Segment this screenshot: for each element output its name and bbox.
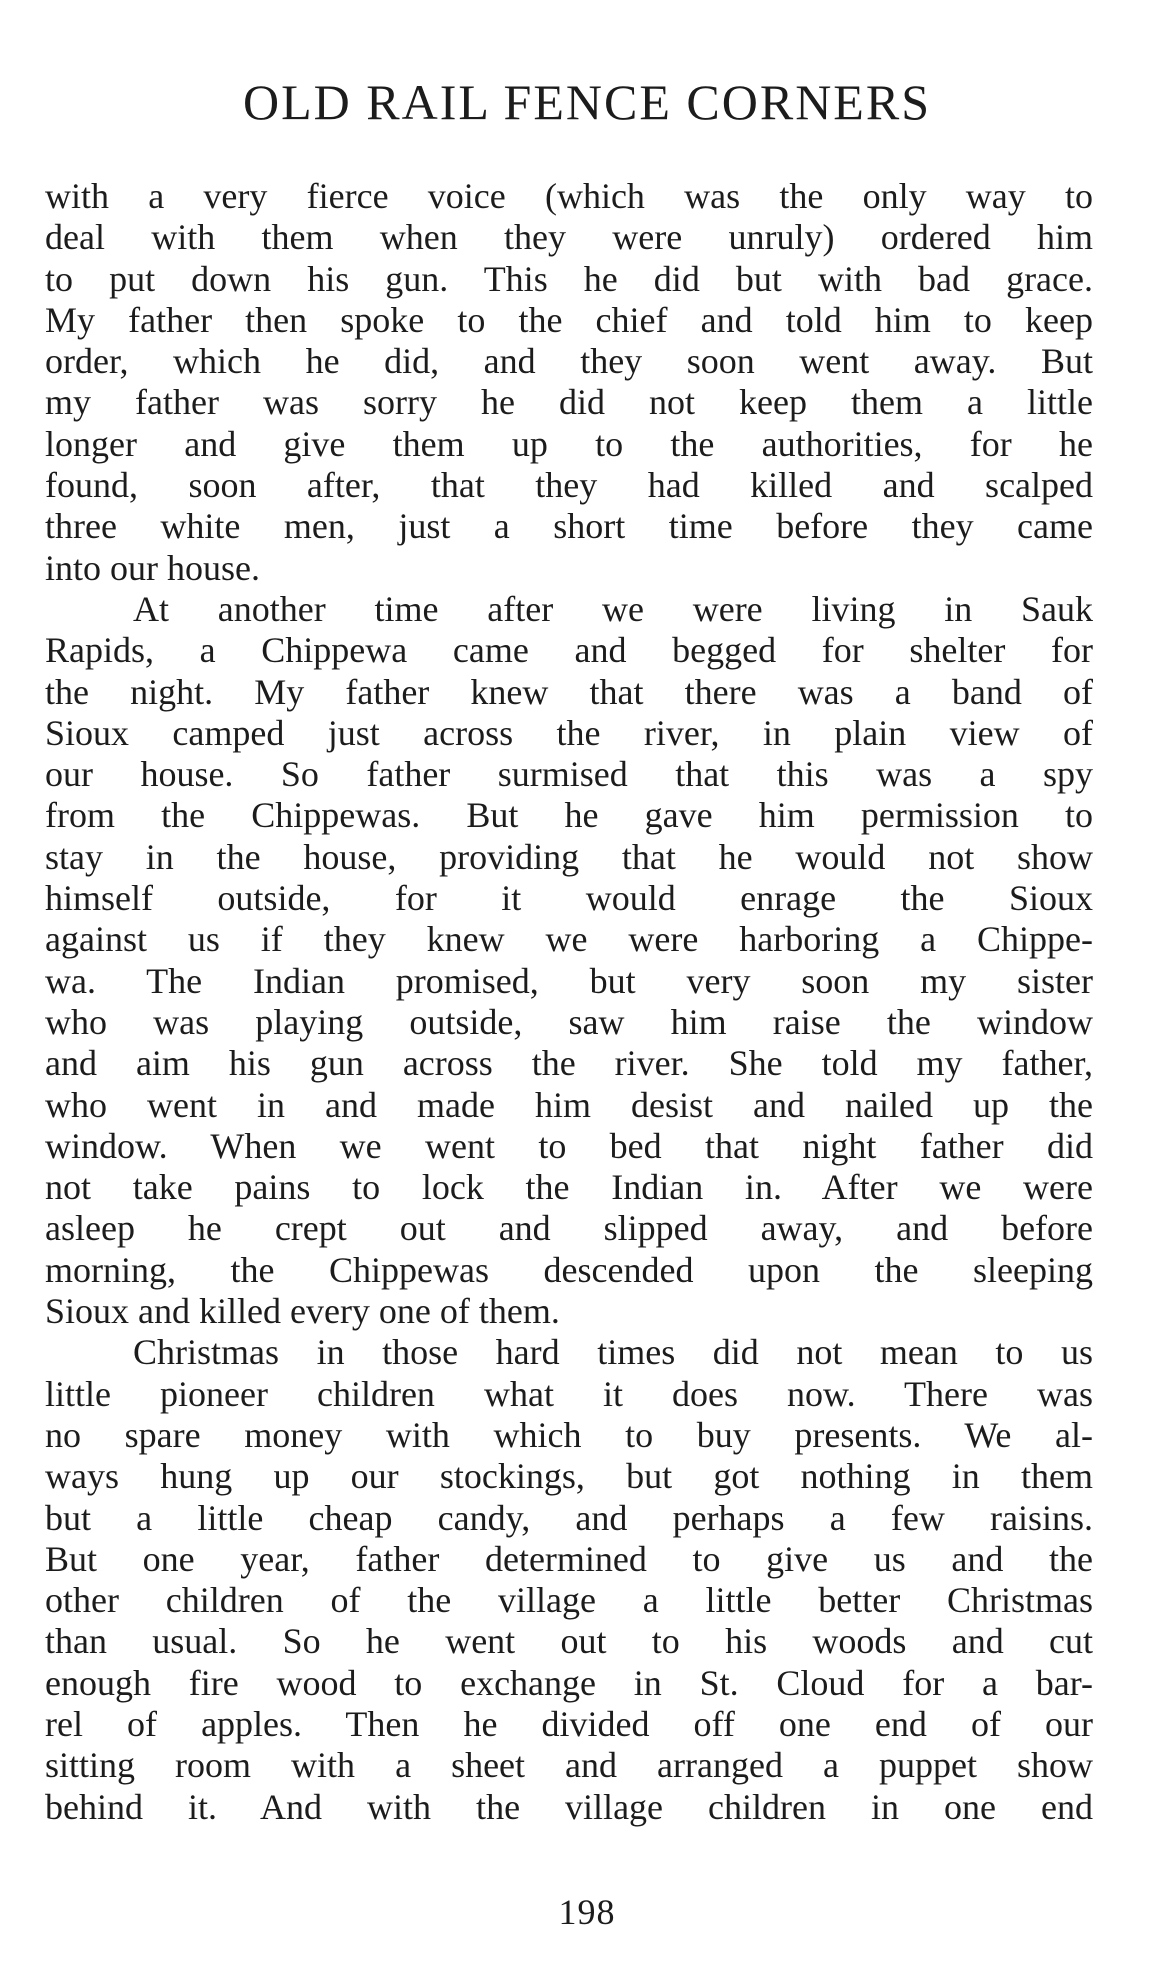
text-line: with a very fierce voice (which was the only way to — [45, 176, 1093, 216]
text-line: to put down his gun. This he did but with bad grace. — [45, 258, 1093, 299]
text-line: our house. So father surmised that this was a spy — [45, 754, 1093, 795]
text-line: from the Chippewas. But he gave him permission to — [45, 795, 1093, 836]
text-line: My father then spoke to the chief and told him to keep — [45, 299, 1093, 340]
text-line: Rapids, a Chippewa came and begged for shelter for — [45, 630, 1093, 671]
text-line: stay in the house, providing that he would not show — [45, 836, 1093, 877]
text-line: and aim his gun across the river. She told my father, — [45, 1043, 1093, 1084]
text-line: deal with them when they were unruly) ordered him — [45, 217, 1093, 258]
text-line: little pioneer children what it does now. There was — [45, 1373, 1093, 1414]
text-line: three white men, just a short time before they came — [45, 506, 1093, 547]
text-line: But one year, father determined to give us and the — [45, 1538, 1093, 1579]
text-line: other children of the village a little better Christmas — [45, 1580, 1093, 1621]
text-line: the night. My father knew that there was a band of — [45, 671, 1093, 712]
text-line: no spare money with which to buy presents. We al- — [45, 1414, 1093, 1455]
text-line: enough fire wood to exchange in St. Cloud for a bar- — [45, 1662, 1093, 1703]
text-line: behind it. And with the village children in one end — [45, 1786, 1093, 1827]
text-line: wa. The Indian promised, but very soon my sister — [45, 960, 1093, 1001]
running-head: OLD RAIL FENCE CORNERS — [242, 74, 932, 130]
text-line: who was playing outside, saw him raise the window — [45, 1001, 1093, 1042]
text-line: into our house. — [45, 547, 260, 588]
text-line: Christmas in those hard times did not mean to us — [133, 1332, 1093, 1373]
body-text — [45, 176, 1093, 1828]
text-line: sitting room with a sheet and arranged a puppet show — [45, 1745, 1093, 1786]
page-number: 198 — [558, 1892, 616, 1932]
text-line: rel of apples. Then he divided off one end of our — [45, 1703, 1093, 1744]
text-line: At another time after we were living in Sauk — [133, 588, 1093, 629]
text-line: than usual. So he went out to his woods and cut — [45, 1621, 1093, 1662]
text-line: found, soon after, that they had killed and scalped — [45, 465, 1093, 506]
text-line: ways hung up our stockings, but got nothing in them — [45, 1456, 1093, 1497]
text-line: my father was sorry he did not keep them a little — [45, 382, 1093, 423]
text-line: window. When we went to bed that night father did — [45, 1125, 1093, 1166]
text-line: who went in and made him desist and nailed up the — [45, 1084, 1093, 1125]
text-line: himself outside, for it would enrage the Sioux — [45, 878, 1093, 919]
text-line: Sioux and killed every one of them. — [45, 1291, 560, 1332]
text-line: asleep he crept out and slipped away, and before — [45, 1208, 1093, 1249]
text-line: Sioux camped just across the river, in plain view of — [45, 712, 1093, 753]
text-line: not take pains to lock the Indian in. After we were — [45, 1167, 1093, 1208]
text-line: order, which he did, and they soon went away. But — [45, 341, 1093, 382]
text-line: morning, the Chippewas descended upon the sleeping — [45, 1249, 1093, 1290]
text-line: longer and give them up to the authorities, for he — [45, 423, 1093, 464]
text-line: against us if they knew we were harboring a Chippe- — [45, 919, 1093, 960]
text-line: but a little cheap candy, and perhaps a few raisins. — [45, 1497, 1093, 1538]
